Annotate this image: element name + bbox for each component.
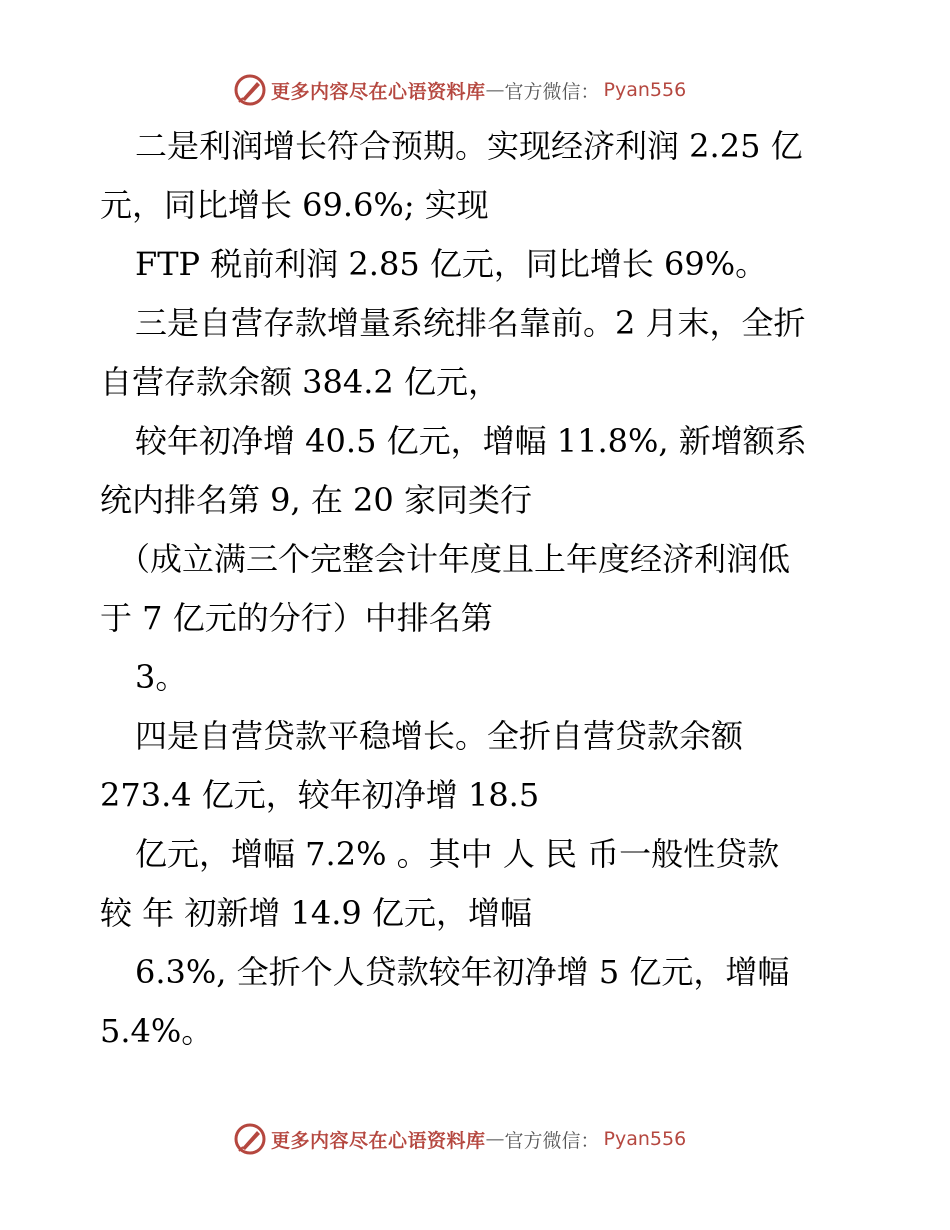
footer-watermark [233,1121,753,1157]
text-line: 亿元，增幅 7.2% 。其中 人 民 币一般性贷款 [135,835,780,873]
text-line: 自营存款余额 384.2 亿元， [100,363,500,401]
watermark-wechat-label: 官方微信： [504,80,600,103]
text-line: 二是利润增长符合预期。实现经济利润 2.25 亿 [135,127,803,165]
text-line: 较 年 初新增 14.9 亿元，增幅 [100,894,532,932]
header-watermark [233,72,753,108]
quill-logo-icon [233,1122,267,1156]
watermark-separator: — [485,79,505,101]
text-line: 元，同比增长 69.6%; 实现 [100,186,489,224]
text-line: FTP 税前利润 2.85 亿元，同比增长 69%。 [135,245,768,283]
text-line: 于 7 亿元的分行）中排名第 [100,599,493,637]
text-line: （成立满三个完整会计年度且上年度经济利润低 [118,540,791,578]
watermark-brand: 更多内容尽在心语资料库 [271,1129,486,1152]
watermark-wechat-label: 官方微信： [504,1129,600,1152]
watermark-wechat-id: Pyan556 [603,79,687,101]
watermark-separator: — [485,1128,505,1150]
text-line: 273.4 亿元，较年初净增 18.5 [100,776,540,814]
text-line: 统内排名第 9, 在 20 家同类行 [100,481,532,519]
watermark-brand: 更多内容尽在心语资料库 [271,80,486,103]
text-line: 3。 [135,658,188,696]
watermark-wechat-id: Pyan556 [603,1128,687,1150]
quill-logo-icon [233,73,267,107]
text-line: 6.3%, 全折个人贷款较年初净增 5 亿元，增幅 [135,953,790,991]
text-line: 四是自营贷款平稳增长。全折自营贷款余额 [135,717,744,755]
text-line: 5.4%。 [100,1012,214,1050]
text-line: 三是自营存款增量系统排名靠前。2 月末，全折 [135,304,806,342]
text-line: 较年初净增 40.5 亿元，增幅 11.8%, 新增额系 [135,422,807,460]
